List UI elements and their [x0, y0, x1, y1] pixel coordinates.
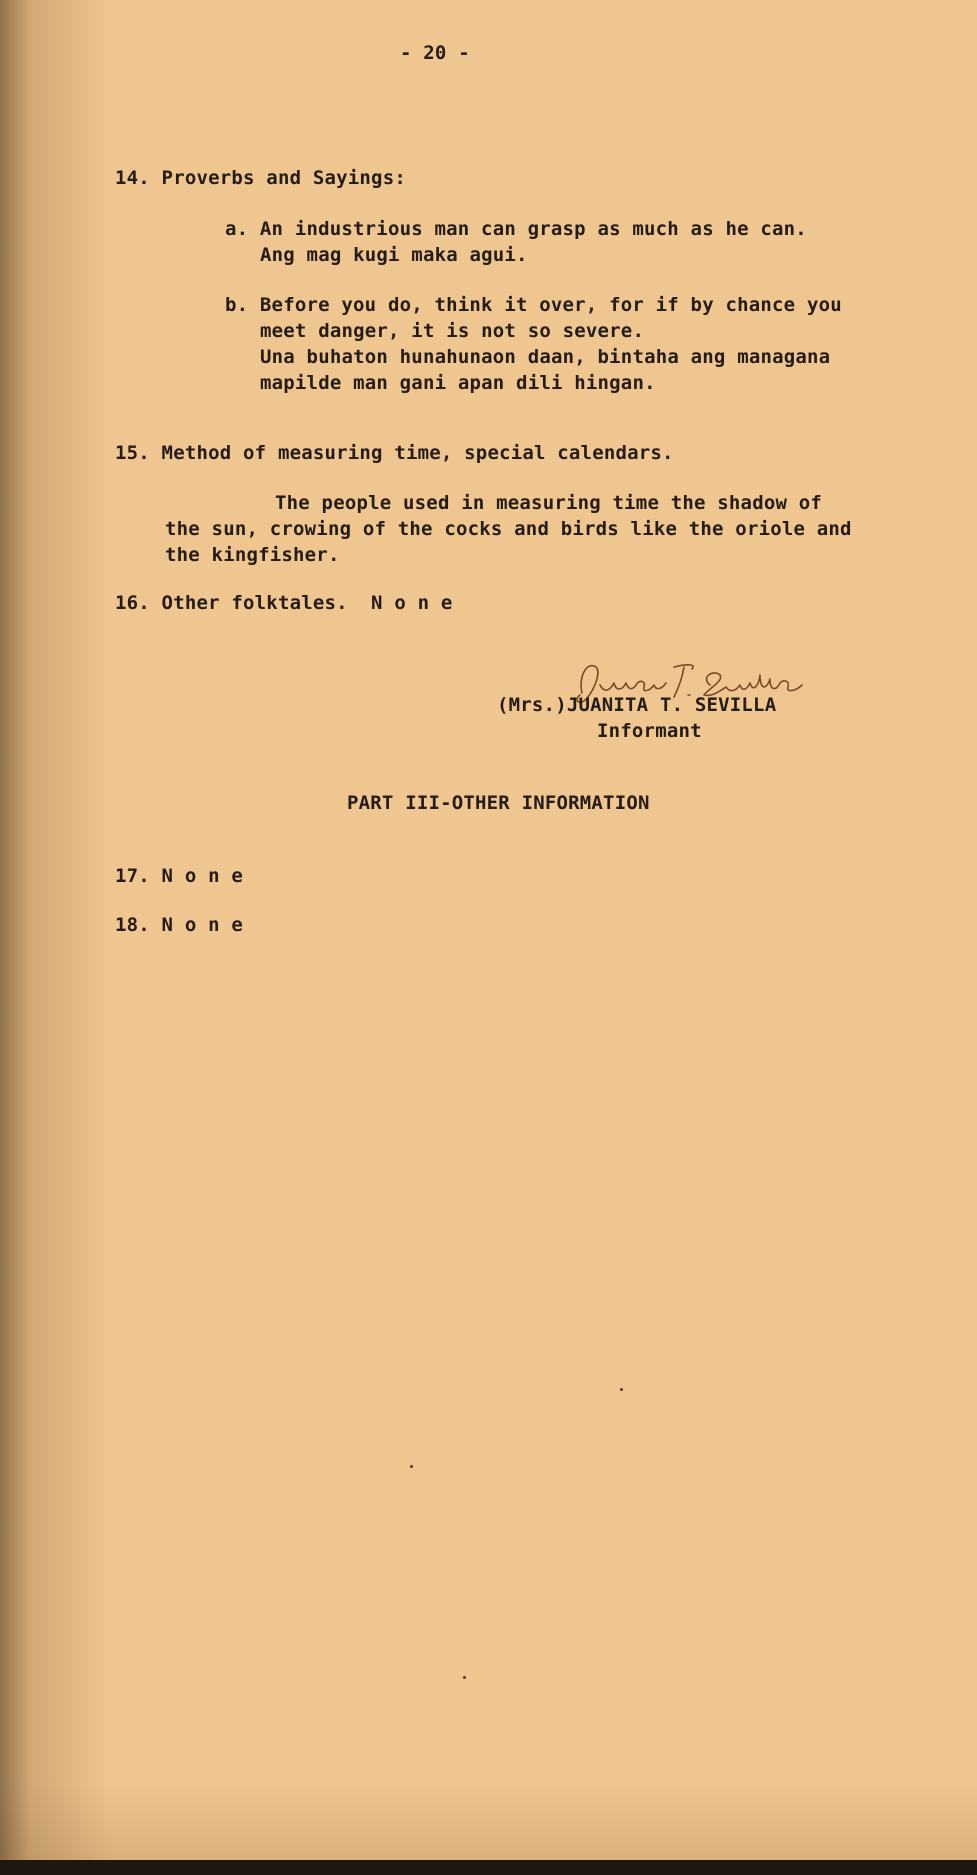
paper-speck — [410, 1465, 413, 1468]
section-17-item: 17. N o n e — [115, 865, 244, 887]
section-15-heading: 15. Method of measuring time, special calendars. — [115, 442, 674, 464]
proverb-b-native-line2: mapilde man gani apan dili hingan. — [260, 372, 656, 394]
proverb-a-english: a. An industrious man can grasp as much as he can. — [225, 218, 807, 240]
section-15-paragraph-line3: the kingfisher. — [165, 544, 340, 566]
section-18-item: 18. N o n e — [115, 914, 244, 936]
proverb-a-native: Ang mag kugi maka agui. — [260, 244, 528, 266]
page-bottom-edge — [0, 1860, 977, 1875]
informant-name: (Mrs.)JUANITA T. SEVILLA — [497, 694, 777, 716]
page-number: - 20 - — [400, 42, 470, 64]
paper-speck — [463, 1676, 466, 1679]
section-15-paragraph-line1: The people used in measuring time the shadow of — [275, 492, 823, 514]
proverb-b-native-line1: Una buhaton hunahunaon daan, bintaha ang managana — [260, 346, 831, 368]
informant-role: Informant — [597, 720, 702, 742]
section-16-heading: 16. Other folktales. N o n e — [115, 592, 453, 614]
paper-speck — [620, 1388, 623, 1391]
proverb-b-english-line2: meet danger, it is not so severe. — [260, 320, 645, 342]
section-15-paragraph-line2: the sun, crowing of the cocks and birds like the oriole and — [165, 518, 852, 540]
section-14-heading: 14. Proverbs and Sayings: — [115, 167, 406, 189]
proverb-b-english-line1: b. Before you do, think it over, for if by chance you — [225, 294, 842, 316]
part-3-title: PART III-OTHER INFORMATION — [347, 792, 650, 814]
